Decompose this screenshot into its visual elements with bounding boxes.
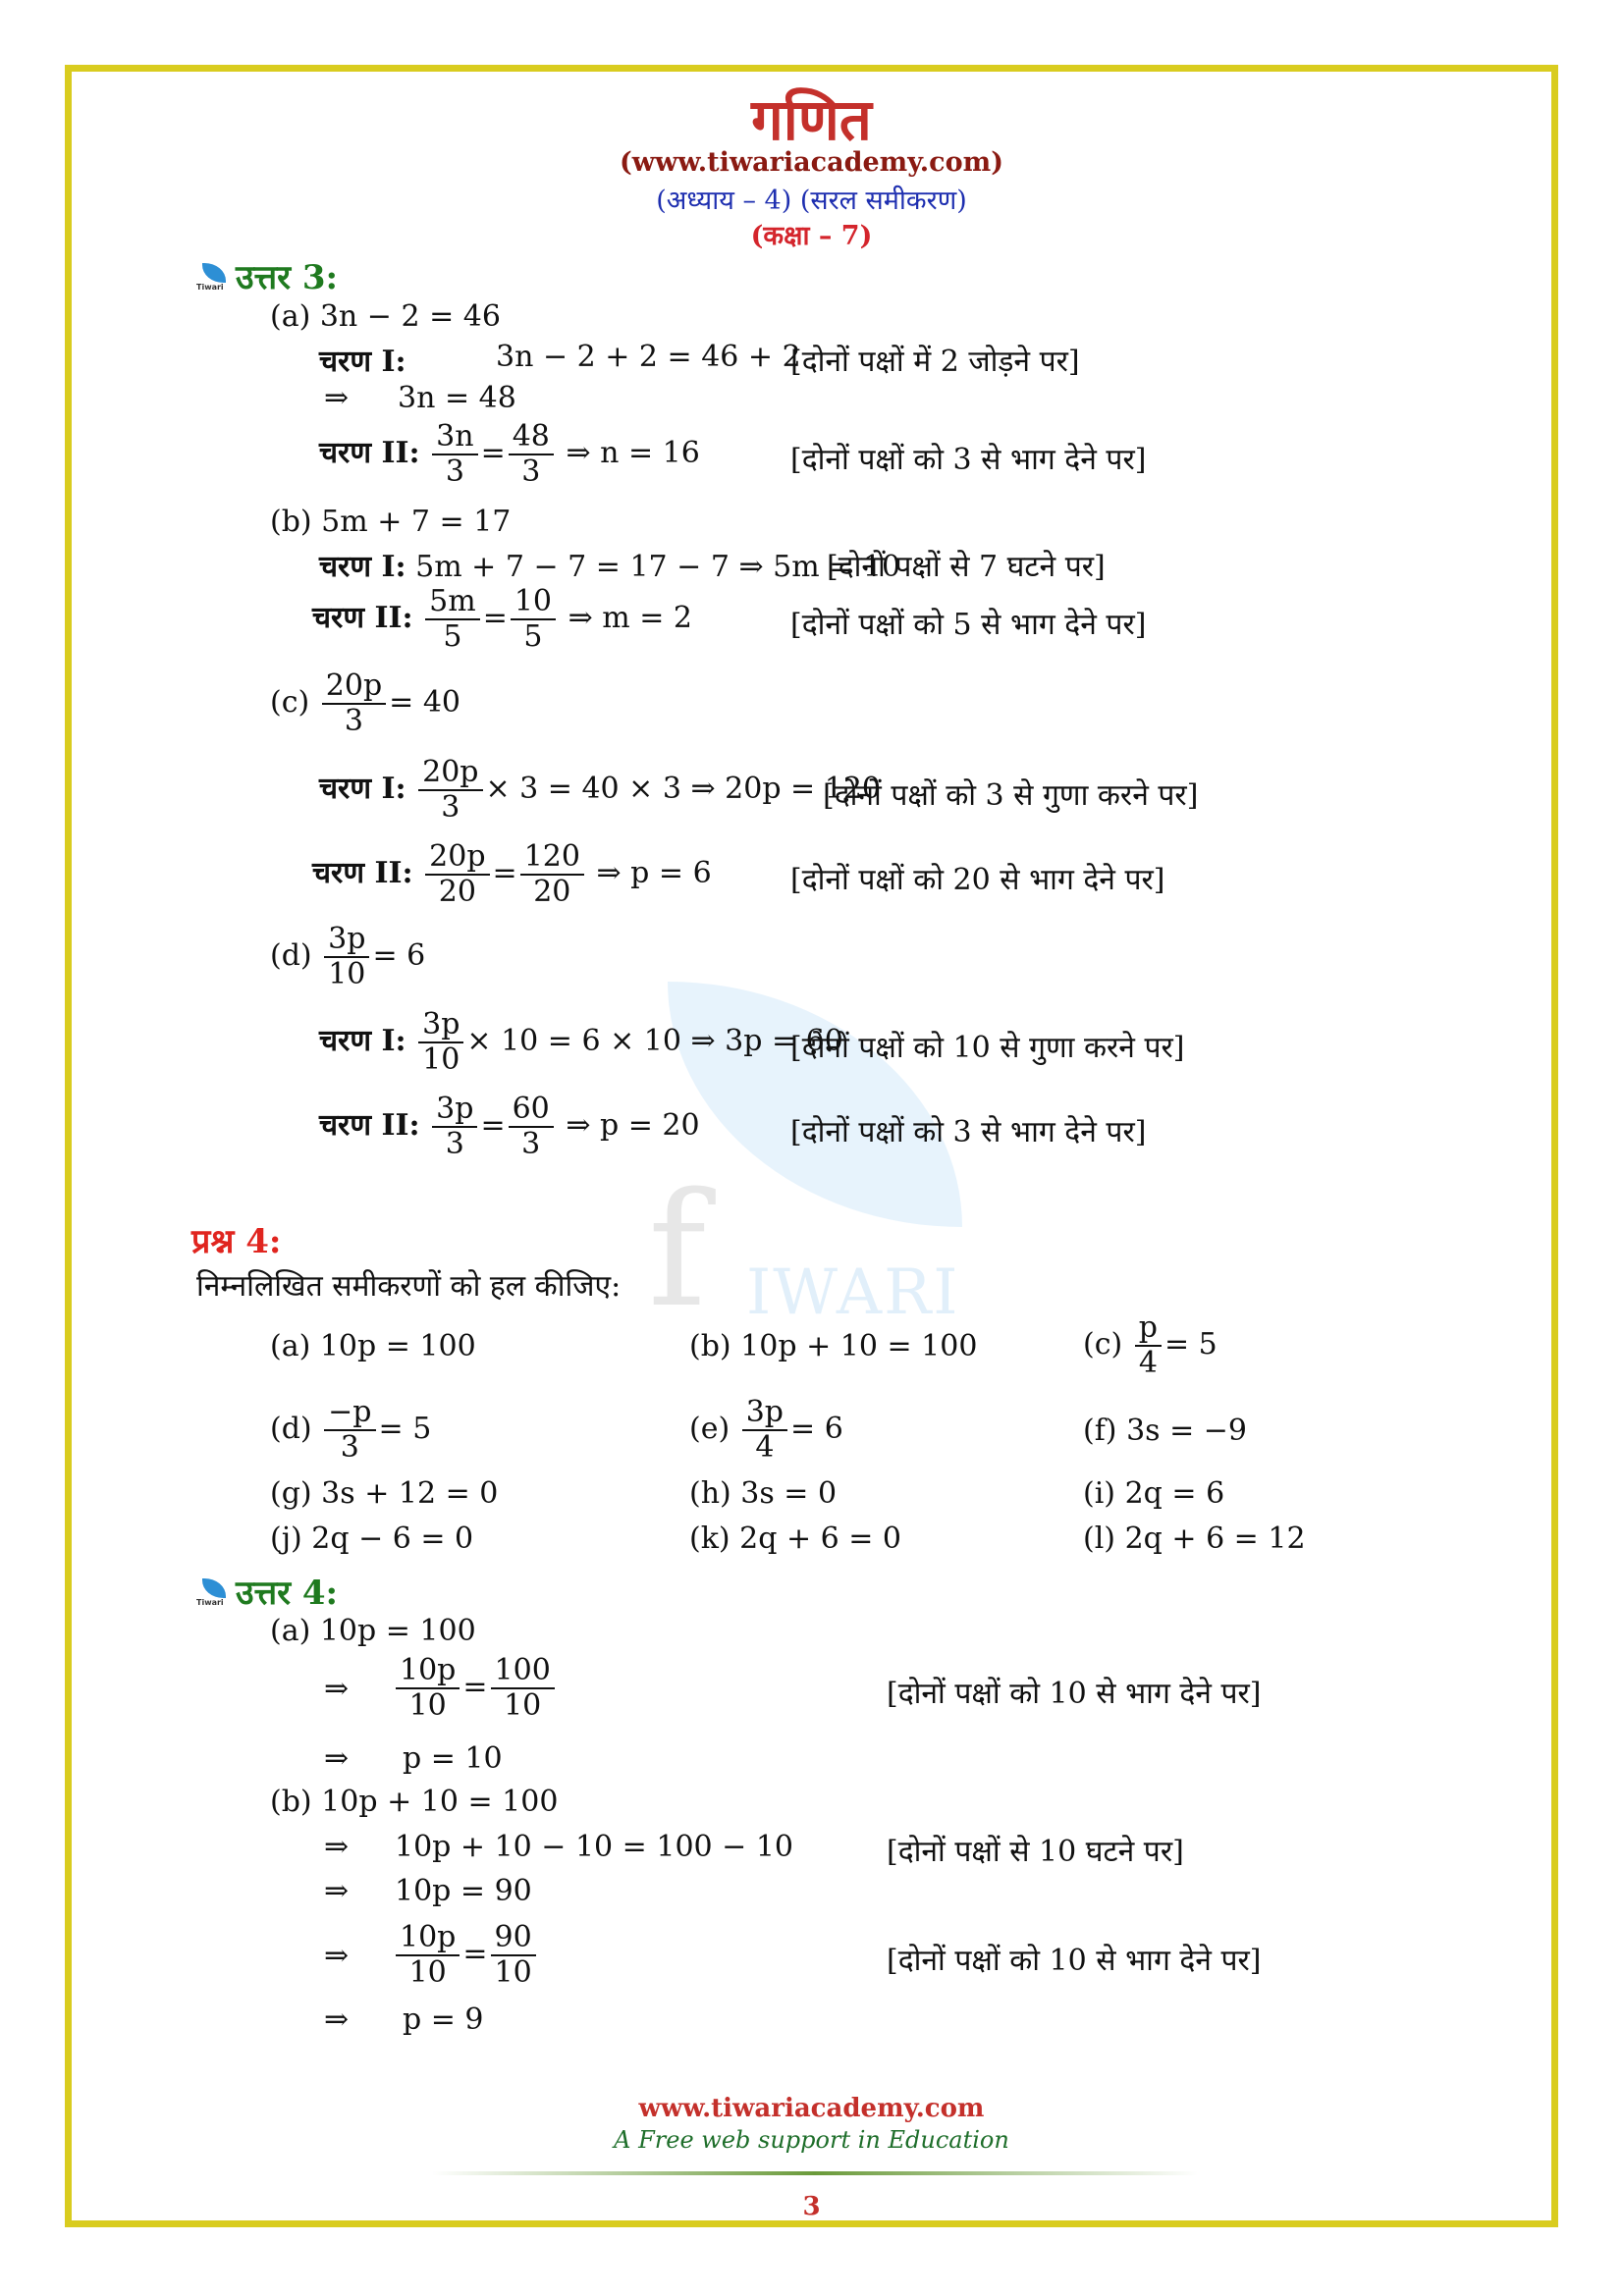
page-number: 3	[802, 2192, 821, 2221]
a4-b-note: [दोनों पक्षों को 10 से भाग देने पर]	[887, 1944, 1262, 1978]
question4-instruction: निम्नलिखित समीकरणों को हल कीजिए:	[196, 1269, 622, 1304]
a4-b-line2: 10p = 90	[395, 1874, 532, 1908]
a3-d-eq: (d) $\frac{3p}{10}$ = 6	[270, 922, 426, 991]
a4-a-eq: (a) 10p = 100	[270, 1614, 476, 1648]
a4-b-frac: $\frac{10p}{10}$ = $\frac{90}{10}$	[393, 1921, 539, 1990]
a3-c-step1: चरण I: $\frac{20p}{3}$ × 3 = 40 × 3 ⇒ 20p = 120	[319, 755, 881, 825]
a4-b-arrow3: ⇒	[324, 1939, 350, 1973]
q4-item-c: (c) $\frac{p}{4}$ = 5	[1083, 1310, 1217, 1380]
answer4-heading-text: उत्तर 4:	[236, 1574, 339, 1613]
q4-item-b: (b) 10p + 10 = 100	[689, 1329, 978, 1363]
q4-item-l: (l) 2q + 6 = 12	[1083, 1522, 1306, 1556]
a3-a-step1-note: [दोनों पक्षों में 2 जोड़ने पर]	[790, 345, 1080, 379]
a3-d-step1: चरण I: $\frac{3p}{10}$ × 10 = 6 × 10 ⇒ 3p = 60	[319, 1007, 843, 1077]
header-chapter: (अध्याय – 4) (सरल समीकरण)	[656, 186, 967, 216]
footer-site-link[interactable]: www.tiwariacademy.com	[638, 2094, 985, 2123]
a3-a-arrow: ⇒	[324, 381, 350, 415]
a3-c-step2-note: [दोनों पक्षों को 20 से भाग देने पर]	[790, 863, 1165, 897]
answer4-heading	[196, 1569, 338, 1614]
watermark-letter: f	[648, 1158, 707, 1342]
a4-b-eq: (b) 10p + 10 = 100	[270, 1785, 559, 1819]
footer-tagline: A Free web support in Education	[614, 2126, 1009, 2154]
a3-a-step2: चरण II: $\frac{3n}{3}$ = $\frac{48}{3}$ ⇒ n = 16	[319, 419, 700, 489]
a4-b-result: p = 9	[403, 2002, 484, 2037]
a4-b-arrow4: ⇒	[324, 2002, 350, 2037]
header-class: (कक्षा – 7)	[750, 221, 873, 251]
a4-a-arrow2: ⇒	[324, 1741, 350, 1776]
q4-item-j: (j) 2q − 6 = 0	[270, 1522, 474, 1556]
q4-item-a: (a) 10p = 100	[270, 1329, 476, 1363]
a4-b-line1-note: [दोनों पक्षों से 10 घटने पर]	[887, 1835, 1184, 1869]
a3-c-step1-note: [दोनों पक्षों को 3 से गुणा करने पर]	[823, 778, 1199, 813]
a3-a-eq: (a) 3n − 2 = 46	[270, 299, 501, 334]
question4-heading: प्रश्न 4:	[191, 1222, 282, 1261]
header-site: (www.tiwariacademy.com)	[620, 147, 1003, 178]
a3-a-step1-eq: 3n − 2 + 2 = 46 + 2	[496, 340, 801, 374]
answer3-heading	[196, 253, 338, 298]
tiwari-logo-icon: Tiwari	[196, 1578, 228, 1608]
a3-b-step2: चरण II: $\frac{5m}{5}$ = $\frac{10}{5}$ ⇒ m = 2	[312, 584, 692, 654]
q4-item-i: (i) 2q = 6	[1083, 1476, 1225, 1511]
a3-c-step2: चरण II: $\frac{20p}{20}$ = $\frac{120}{20}$ ⇒ p = 6	[312, 839, 712, 909]
q4-item-k: (k) 2q + 6 = 0	[689, 1522, 902, 1556]
a3-d-step2-note: [दोनों पक्षों को 3 से भाग देने पर]	[790, 1115, 1147, 1149]
a3-d-step1-note: [दोनों पक्षों को 10 से गुणा करने पर]	[790, 1031, 1185, 1065]
answer3-heading-text: उत्तर 3:	[236, 258, 339, 297]
a3-b-step1-note: [दोनों पक्षों से 7 घटने पर]	[827, 550, 1106, 584]
footer-divider	[432, 2171, 1198, 2175]
a3-a-step2-note: [दोनों पक्षों को 3 से भाग देने पर]	[790, 443, 1147, 477]
a3-c-eq: (c) $\frac{20p}{3}$ = 40	[270, 668, 461, 738]
a3-d-step2: चरण II: $\frac{3p}{3}$ = $\frac{60}{3}$ ⇒ p = 20	[319, 1092, 700, 1161]
q4-item-g: (g) 3s + 12 = 0	[270, 1476, 499, 1511]
watermark-text: IWARI	[746, 1256, 960, 1329]
a3-b-eq: (b) 5m + 7 = 17	[270, 505, 512, 539]
a4-b-arrow1: ⇒	[324, 1830, 350, 1864]
a4-a-frac: $\frac{10p}{10}$ = $\frac{100}{10}$	[393, 1654, 558, 1723]
a4-a-result: p = 10	[403, 1741, 503, 1776]
q4-item-d: (d) $\frac{-p}{3}$ = 5	[270, 1395, 432, 1465]
q4-item-e: (e) $\frac{3p}{4}$ = 6	[689, 1395, 843, 1465]
a3-b-step1: चरण I: 5m + 7 − 7 = 17 − 7 ⇒ 5m = 10	[319, 550, 901, 584]
page-title: गणित	[751, 86, 872, 153]
tiwari-logo-icon: Tiwari	[196, 263, 228, 293]
a3-a-result1: 3n = 48	[398, 381, 516, 415]
a4-a-note: [दोनों पक्षों को 10 से भाग देने पर]	[887, 1677, 1262, 1711]
q4-item-f: (f) 3s = −9	[1083, 1414, 1247, 1448]
a4-b-line1: 10p + 10 − 10 = 100 − 10	[395, 1830, 793, 1864]
a3-a-step1: चरण I:	[319, 345, 406, 379]
a4-b-arrow2: ⇒	[324, 1874, 350, 1908]
a4-a-arrow1: ⇒	[324, 1672, 350, 1706]
a3-b-step2-note: [दोनों पक्षों को 5 से भाग देने पर]	[790, 608, 1147, 642]
q4-item-h: (h) 3s = 0	[689, 1476, 838, 1511]
